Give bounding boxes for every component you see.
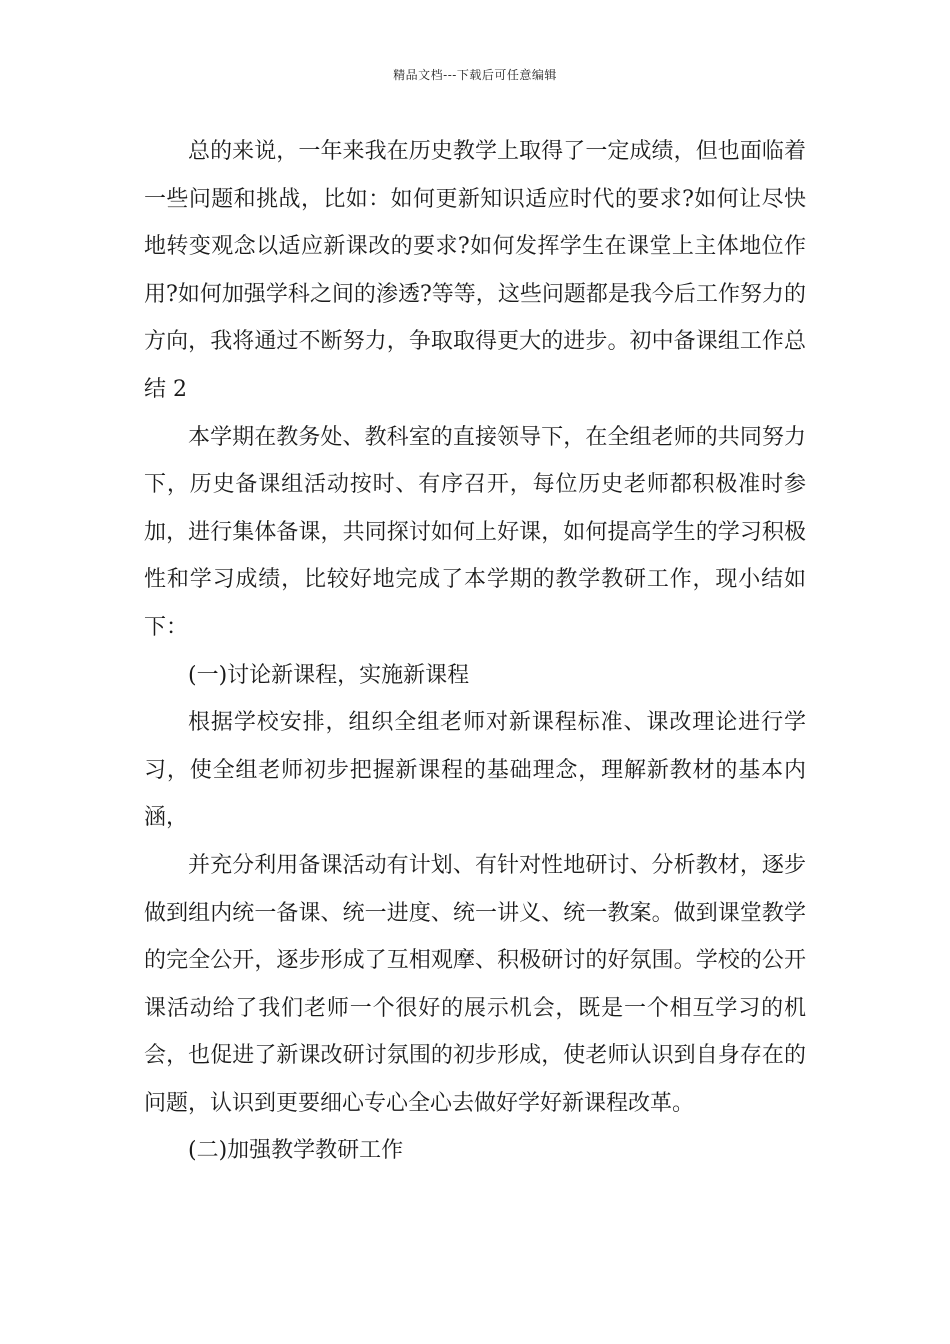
section-heading-1: (一)讨论新课程，实施新课程 — [188, 662, 470, 688]
paragraph-section-1a: 根据学校安排，组织全组老师对新课程标准、课改理论进行学习，使全组老师初步把握新课程的基础理念，理解新教材的基本内涵， — [144, 710, 806, 831]
document-body — [144, 128, 806, 1175]
paragraph-intro: 本学期在教务处、教科室的直接领导下，在全组老师的共同努力下，历史备课组活动按时、有序召开，每位历史老师都积极准时参加，进行集体备课，共同探讨如何上好课，如何提高学生的学习积极性和学习成绩，比较好地完成了本学期的教学教研工作，现小结如下： — [144, 424, 806, 640]
paragraph-section-1b: 并充分利用备课活动有计划、有针对性地研讨、分析教材，逐步做到组内统一备课、统一进度、统一讲义、统一教案。做到课堂教学的完全公开，逐步形成了互相观摩、积极研讨的好氛围。学校的公开课活动给了我们老师一个很好的展示机会，既是一个相互学习的机会，也促进了新课改研讨氛围的初步形成，使老师认识到自身存在的问题，认识到更要细心专心全心去做好学好新课程改革。 — [144, 852, 806, 1116]
paragraph-summary: 总的来说，一年来我在历史教学上取得了一定成绩，但也面临着一些问题和挑战，比如：如何更新知识适应时代的要求?如何让尽快地转变观念以适应新课改的要求?如何发挥学生在课堂上主体地位作用?如何加强学科之间的渗透?等等，这些问题都是我今后工作努力的方向，我将通过不断努力，争取取得更大的进步。初中备课组工作总结 2 — [144, 139, 806, 402]
page-header: 精品文档---下载后可任意编辑 — [393, 68, 557, 82]
section-heading-2: (二)加强教学教研工作 — [188, 1138, 404, 1164]
